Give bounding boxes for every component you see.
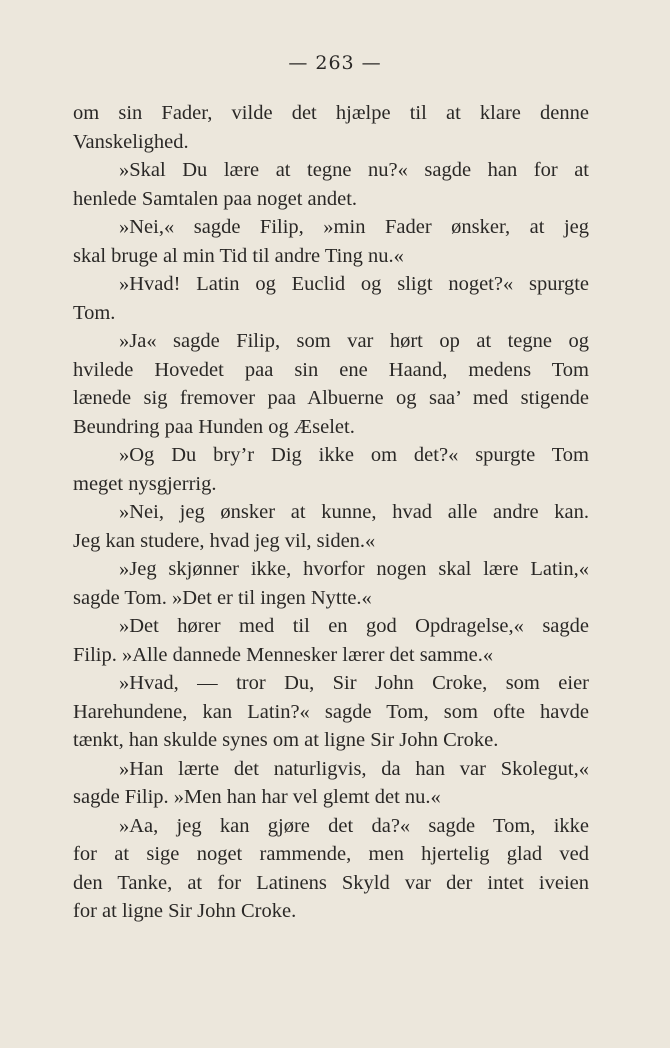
text-line: »Hvad, — tror Du, Sir John Croke, som eier bbox=[119, 672, 589, 694]
text-line: henlede Samtalen paa noget andet. bbox=[73, 187, 358, 210]
text-line: tænkt, han skulde synes om at ligne Sir John Croke. bbox=[73, 729, 499, 751]
text-line: Vanskelighed. bbox=[73, 130, 189, 153]
text-line: Harehundene, kan Latin?« sagde Tom, som ofte havde bbox=[73, 700, 589, 723]
text-line: »Aa, jeg kan gjøre det da?« sagde Tom, ikke bbox=[119, 814, 589, 837]
text-line: for at sige noget rammende, men hjertelig glad ved bbox=[73, 843, 589, 865]
text-line: Filip. »Alle dannede Mennesker lærer det samme.« bbox=[73, 643, 494, 666]
text-line: sagde Tom. »Det er til ingen Nytte.« bbox=[73, 586, 372, 609]
text-line: Tom. bbox=[73, 301, 116, 324]
text-line: »Han lærte det naturligvis, da han var Skolegut,« bbox=[119, 757, 589, 780]
text-line: »Jeg skjønner ikke, hvorfor nogen skal lære Latin,« bbox=[119, 558, 589, 580]
body-text bbox=[73, 99, 589, 926]
text-line: for at ligne Sir John Croke. bbox=[73, 900, 297, 922]
text-line: om sin Fader, vilde det hjælpe til at klare denne bbox=[73, 102, 589, 124]
text-line: den Tanke, at for Latinens Skyld var der intet iveien bbox=[73, 871, 589, 894]
text-line: »Og Du bry’r Dig ikke om det?« spurgte Tom bbox=[119, 444, 589, 466]
text-line: »Hvad! Latin og Euclid og sligt noget?« spurgte bbox=[119, 273, 589, 295]
text-line: Jeg kan studere, hvad jeg vil, siden.« bbox=[73, 529, 376, 552]
text-line: »Skal Du lære at tegne nu?« sagde han for at bbox=[119, 159, 589, 181]
page-number: — 263 — bbox=[288, 52, 382, 74]
text-line: »Det hører med til en god Opdragelse,« sagde bbox=[119, 615, 589, 637]
text-line: »Nei,« sagde Filip, »min Fader ønsker, at jeg bbox=[119, 216, 589, 238]
text-line: »Ja« sagde Filip, som var hørt op at tegne og bbox=[119, 330, 589, 352]
text-line: sagde Filip. »Men han har vel glemt det nu.« bbox=[73, 786, 441, 808]
text-line: meget nysgjerrig. bbox=[73, 472, 217, 495]
text-line: Beundring paa Hunden og Æselet. bbox=[73, 415, 355, 438]
text-line: hvilede Hovedet paa sin ene Haand, medens Tom bbox=[73, 358, 589, 381]
text-line: skal bruge al min Tid til andre Ting nu.« bbox=[73, 244, 404, 267]
text-line: »Nei, jeg ønsker at kunne, hvad alle andre kan. bbox=[119, 501, 589, 523]
text-line: lænede sig fremover paa Albuerne og saa’ med stigende bbox=[73, 387, 589, 409]
